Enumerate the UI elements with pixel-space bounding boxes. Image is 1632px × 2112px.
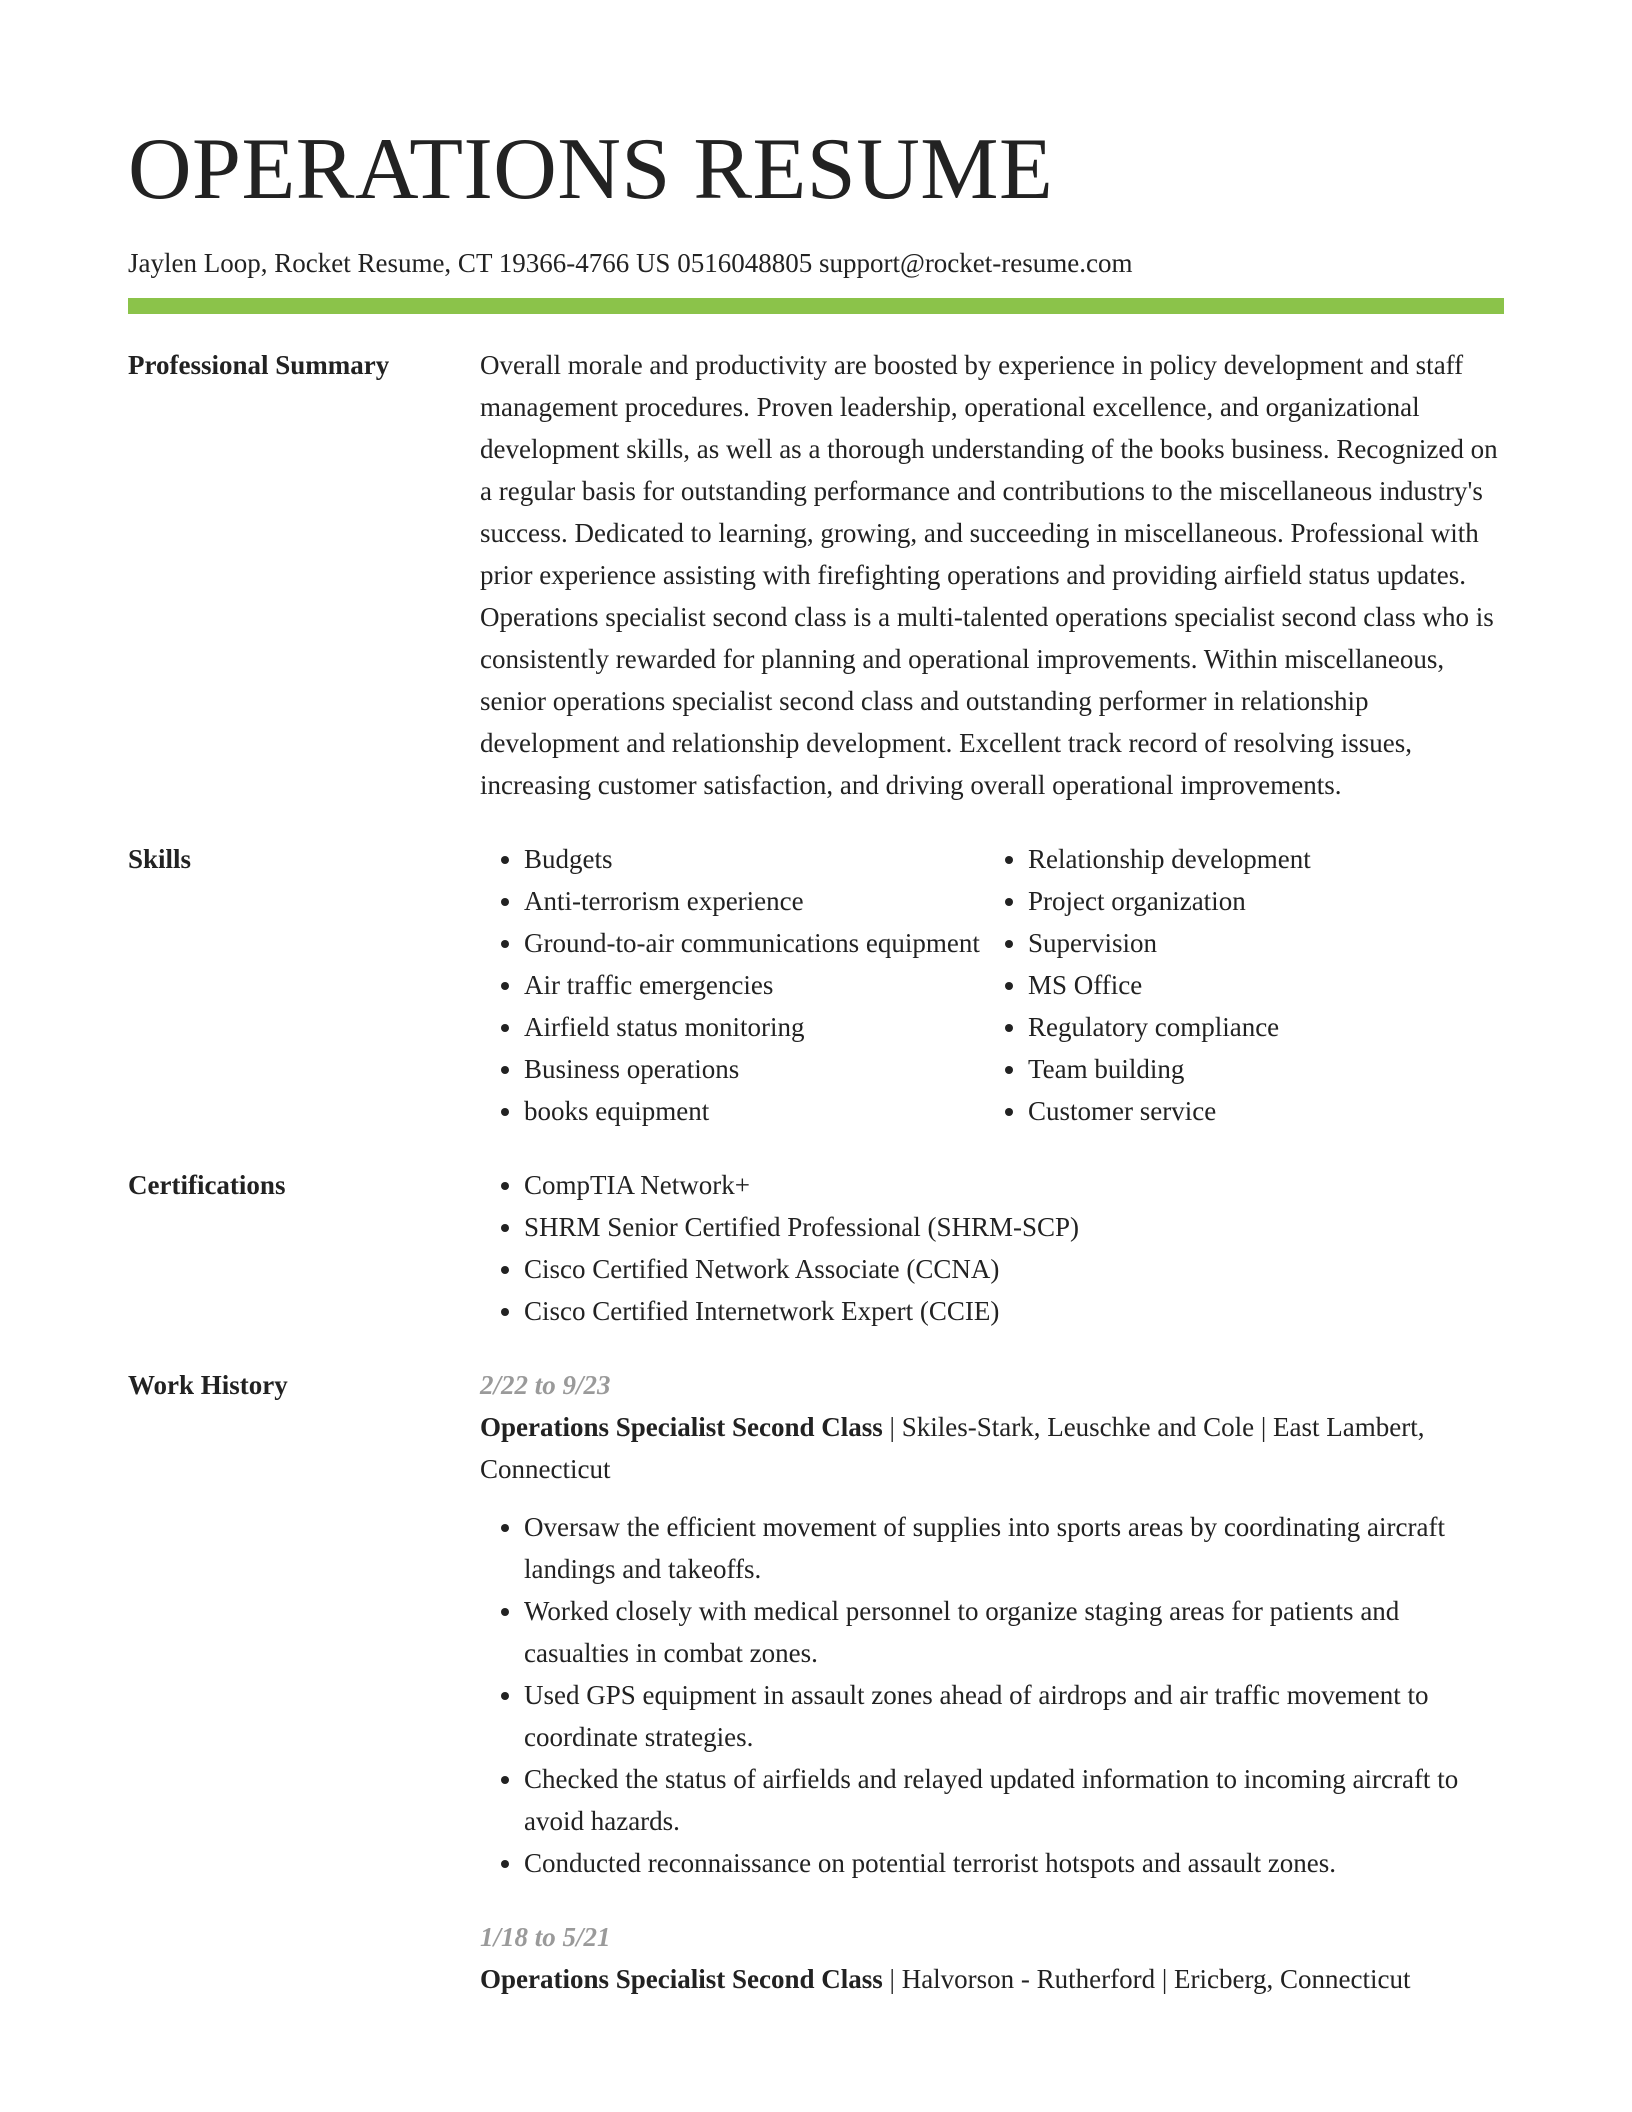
resume-title: OPERATIONS RESUME (128, 121, 1054, 218)
skill-item: • Customer service (1028, 1090, 1488, 1132)
skill-item: • Budgets (524, 838, 984, 880)
job-dates: 1/18 to 5/21 (480, 1922, 611, 1952)
job-details: | Skiles-Stark, Leuschke and Cole | East Lambert, Connecticut (480, 1412, 1425, 1484)
skill-item: • Anti-terrorism experience (524, 880, 984, 922)
summary-heading: Professional Summary (128, 350, 390, 380)
work-history-heading: Work History (128, 1370, 288, 1400)
job-dates: 2/22 to 9/23 (480, 1370, 611, 1400)
skill-item: • Business operations (524, 1048, 984, 1090)
skill-item: • MS Office (1028, 964, 1488, 1006)
resume-page (128, 0, 1504, 2000)
skill-item: • Regulatory compliance (1028, 1006, 1488, 1048)
certification-item: • SHRM Senior Certified Professional (SHRM-SCP) (524, 1206, 1504, 1248)
job-details: | Halvorson - Rutherford | Ericberg, Connecticut (882, 1964, 1411, 1994)
certification-item: • Cisco Certified Internetwork Expert (CCIE) (524, 1290, 1504, 1332)
skill-item: • Team building (1028, 1048, 1488, 1090)
summary-section (128, 344, 1504, 806)
job-duties-list (480, 1506, 1504, 1884)
skills-section (128, 838, 1504, 1132)
job-heading (480, 1406, 1504, 1490)
skill-item: • Relationship development (1028, 838, 1488, 880)
skill-item: • Airfield status monitoring (524, 1006, 984, 1048)
certifications-heading: Certifications (128, 1170, 286, 1200)
job-duty: • Used GPS equipment in assault zones ahead of airdrops and air traffic movement to coordinate strategies. (524, 1674, 1504, 1758)
work-history-section (128, 1364, 1504, 2000)
skill-item: • Supervision (1028, 922, 1488, 964)
certification-item: • Cisco Certified Network Associate (CCNA) (524, 1248, 1504, 1290)
skill-item: • Ground-to-air communications equipment (524, 922, 984, 964)
contact-line: Jaylen Loop, Rocket Resume, CT 19366-4766 US 0516048805 support@rocket-resume.com (128, 248, 1133, 278)
skills-heading: Skills (128, 844, 192, 874)
job-heading (480, 1958, 1504, 2000)
job-title: Operations Specialist Second Class (480, 1964, 883, 1994)
job-entry (480, 1364, 1504, 1884)
job-duty: • Worked closely with medical personnel to organize staging areas for patients and casualties in combat zones. (524, 1590, 1504, 1674)
job-title: Operations Specialist Second Class (480, 1412, 883, 1442)
skill-item: • books equipment (524, 1090, 984, 1132)
skill-item: • Project organization (1028, 880, 1488, 922)
skills-list-right (984, 838, 1488, 1132)
accent-divider (128, 298, 1504, 314)
job-duty: • Oversaw the efficient movement of supplies into sports areas by coordinating aircraft landings and takeoffs. (524, 1506, 1504, 1590)
skill-item: • Air traffic emergencies (524, 964, 984, 1006)
certifications-section (128, 1164, 1504, 1332)
job-duty: • Checked the status of airfields and relayed updated information to incoming aircraft to avoid hazards. (524, 1758, 1504, 1842)
skills-list-left (480, 838, 984, 1132)
job-entry (480, 1916, 1504, 2000)
certifications-list (480, 1164, 1504, 1332)
job-duty: • Conducted reconnaissance on potential terrorist hotspots and assault zones. (524, 1842, 1504, 1884)
certification-item: • CompTIA Network+ (524, 1164, 1504, 1206)
summary-text: Overall morale and productivity are boosted by experience in policy development and staff management procedures. Proven leadership, operational excellence, and organizational development skills, as well as a thorough understanding of the books business. Recognized on a regular basis for outstanding performance and contributions to the miscellaneous industry's success. Dedicated to learning, growing, and succeeding in miscellaneous. Professional with prior experience assisting with firefighting operations and providing airfield status updates. Operations specialist second class is a multi-talented operations specialist second class who is consistently rewarded for planning and operational improvements. Within miscellaneous, senior operations specialist second class and outstanding performer in relationship development and relationship development. Excellent track record of resolving issues, increasing customer satisfaction, and driving overall operational improvements. (480, 350, 1498, 800)
